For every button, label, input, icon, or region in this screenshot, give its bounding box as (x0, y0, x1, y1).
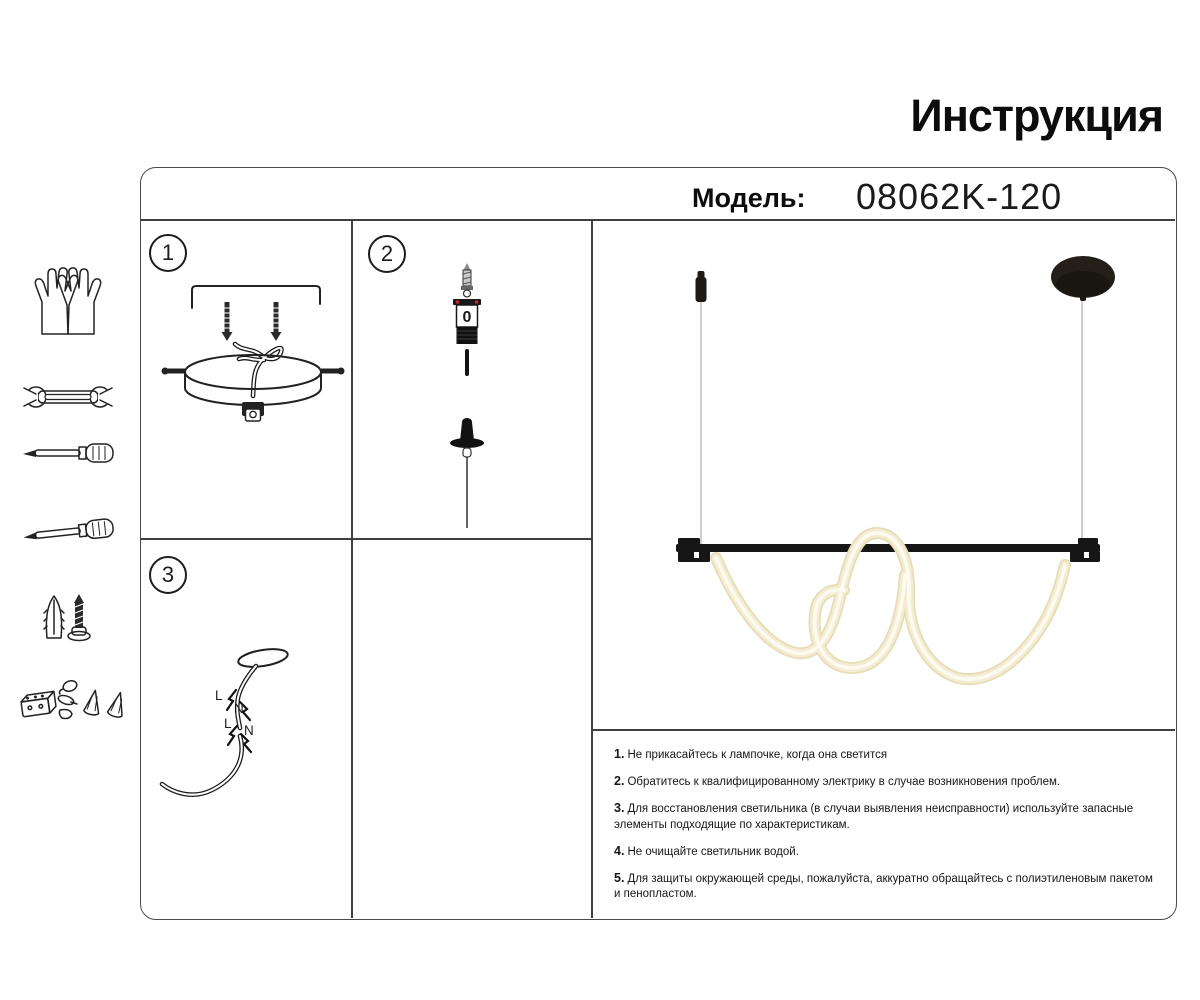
cone-cap-icon (450, 418, 484, 528)
instruction-text: Не очищайте светильник водой. (627, 845, 799, 858)
step-2-number: 2 (380, 241, 394, 266)
instruction-number: 3. (614, 801, 625, 816)
fasteners-icon (20, 679, 128, 719)
diagram-canopy-mount (140, 222, 351, 540)
expansion-screw-icon (461, 263, 473, 297)
instruction-text: Для защиты окружающей среды, пожалуйста, аккуратно обращайтесь с полиэтиленовым пакетом и пенопластом. (614, 872, 1153, 901)
instruction-number: 1. (614, 747, 625, 761)
mounting-screw-icon (222, 302, 233, 341)
mounting-screw-icon (271, 302, 282, 341)
screwdriver-2-icon (23, 518, 114, 545)
instruction-number: 4. (614, 843, 625, 858)
cable-gripper-icon (453, 299, 481, 374)
lamp-illustration (592, 222, 1175, 729)
wiring-label-l-lower: L (224, 716, 232, 731)
led-tube (716, 533, 1065, 679)
gloves-icon (35, 268, 100, 334)
left-ceiling-fitting (696, 271, 707, 302)
wrench-icon (20, 386, 116, 408)
instruction-item (614, 870, 1159, 902)
instruction-text: Для восстановления светильника (в случаи выявления неисправности) используйте запасные элементы подходящие по характеристикам. (614, 803, 1134, 831)
instruction-item (614, 843, 1159, 860)
instruction-item (614, 746, 1159, 763)
header-divider (140, 219, 1175, 221)
instruction-text: Обратитесь к квалифицированному электрику в случае возникновения проблем. (627, 776, 1061, 789)
left-fitting-notch (694, 552, 699, 558)
ceiling-canopy (1051, 256, 1115, 301)
wiring-label-n-upper: N (234, 701, 244, 716)
model-label: Модель: (692, 183, 806, 213)
instruction-item (614, 773, 1159, 790)
tools-sidebar-icons (8, 238, 128, 796)
instructions-list (614, 746, 1159, 912)
model-value: 08062K-120 (856, 176, 1063, 217)
wiring-label-n-lower: N (244, 723, 254, 738)
step-1-number: 1 (161, 240, 175, 265)
grid-hline-right (591, 729, 1175, 731)
screwdriver-icon (23, 444, 113, 462)
wiring-label-l-upper: L (215, 688, 223, 703)
instruction-text: Не прикасайтесь к лампочке, когда она светится (627, 749, 888, 761)
page-title: Инструкция (910, 90, 1163, 141)
right-fitting-notch (1084, 552, 1089, 558)
anchor-screw-icon (44, 594, 90, 641)
instruction-number: 2. (614, 774, 625, 789)
instruction-item (614, 800, 1159, 832)
step-3-number: 3 (161, 562, 175, 587)
diagram-suspension-parts (351, 222, 592, 540)
gripper-window-char: 0 (462, 309, 472, 326)
instruction-number: 5. (614, 870, 625, 885)
